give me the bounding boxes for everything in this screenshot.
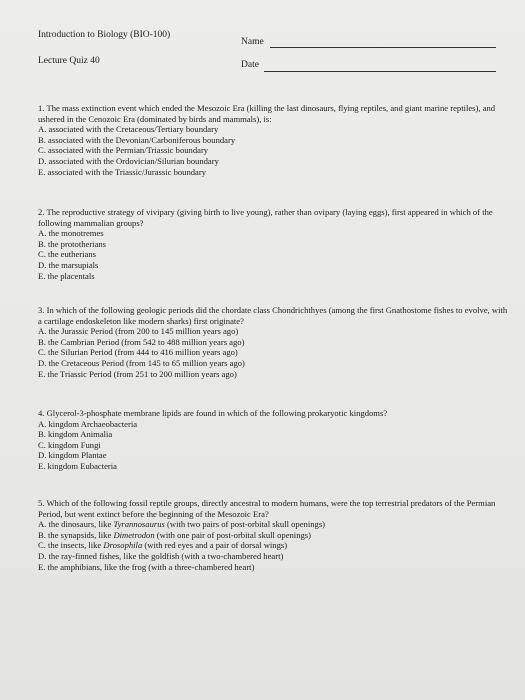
- answer-option: D. associated with the Ordovician/Silurian boundary: [38, 155, 219, 166]
- question-stem: 3. In which of the following geologic periods did the chordate class Chondrichthyes (among the first Gnathostome fishes to evolve, with a cartilage endoskeleton like modern sharks) first originate?: [38, 305, 508, 326]
- question-1: [38, 103, 508, 177]
- answer-option: A. associated with the Cretaceous/Tertiary boundary: [38, 124, 219, 135]
- answer-option: D. the marsupials: [38, 259, 99, 270]
- answer-option: D. kingdom Plantae: [38, 450, 107, 461]
- question-5: [38, 498, 508, 572]
- answer-option: C. kingdom Fungi: [38, 439, 101, 450]
- answer-option: C. associated with the Permian/Triassic boundary: [38, 145, 209, 156]
- question-3: [38, 305, 508, 379]
- date-label: Date: [241, 60, 259, 70]
- name-label: Name: [241, 37, 264, 47]
- question-4: [38, 408, 508, 472]
- quiz-title: Lecture Quiz 40: [38, 56, 100, 66]
- question-stem: 5. Which of the following fossil reptile groups, directly ancestral to modern humans, were the top terrestrial predators of the Permian Period, but went extinct before the beginning of the Mesozoic Era?: [38, 498, 496, 519]
- question-stem: 4. Glycerol-3-phosphate membrane lipids are found in which of the following prokaryotic kingdoms?: [38, 408, 388, 418]
- answer-option: E. kingdom Eubacteria: [38, 460, 117, 471]
- answer-option: E. the placentals: [38, 270, 95, 281]
- date-field-line[interactable]: [264, 71, 496, 72]
- question-2: [38, 207, 508, 281]
- answer-option: A. the Jurassic Period (from 200 to 145 million years ago): [38, 326, 239, 337]
- answer-option: E. the amphibians, like the frog (with a three-chambered heart): [38, 561, 255, 572]
- answer-option: B. the prototherians: [38, 238, 107, 249]
- answer-option: A. the dinosaurs, like Tyrannosaurus (with two pairs of post-orbital skull openings): [38, 519, 326, 530]
- answer-option: C. the Silurian Period (from 444 to 416 million years ago): [38, 347, 238, 358]
- answer-option: A. kingdom Archaeobacteria: [38, 418, 138, 429]
- name-field-line[interactable]: [270, 47, 496, 48]
- answer-option: A. the monotremes: [38, 228, 104, 239]
- question-stem: 2. The reproductive strategy of vivipary (giving birth to live young), rather than ovipary (laying eggs), first appeared in which of the following mammalian groups?: [38, 207, 493, 228]
- answer-option: C. the eutherians: [38, 249, 96, 260]
- answer-option: D. the ray-finned fishes, like the goldfish (with a two-chambered heart): [38, 550, 284, 561]
- answer-option: E. associated with the Triassic/Jurassic boundary: [38, 166, 207, 177]
- answer-option: E. the Triassic Period (from 251 to 200 million years ago): [38, 368, 237, 379]
- answer-option: B. kingdom Animalia: [38, 429, 113, 440]
- course-title: Introduction to Biology (BIO-100): [38, 30, 171, 40]
- answer-option: C. the insects, like Drosophila (with red eyes and a pair of dorsal wings): [38, 540, 288, 551]
- answer-option: B. associated with the Devonian/Carboniferous boundary: [38, 134, 236, 145]
- answer-option: D. the Cretaceous Period (from 145 to 65 million years ago): [38, 357, 245, 368]
- answer-option: B. the Cambrian Period (from 542 to 488 million years ago): [38, 336, 245, 347]
- question-stem: 1. The mass extinction event which ended the Mesozoic Era (killing the last dinosaurs, flying reptiles, and giant marine reptiles), and ushered in the Cenozoic Era (dominated by birds and mammals), is:: [38, 103, 496, 124]
- answer-option: B. the synapsids, like Dimetrodon (with one pair of post-orbital skull openings): [38, 529, 311, 540]
